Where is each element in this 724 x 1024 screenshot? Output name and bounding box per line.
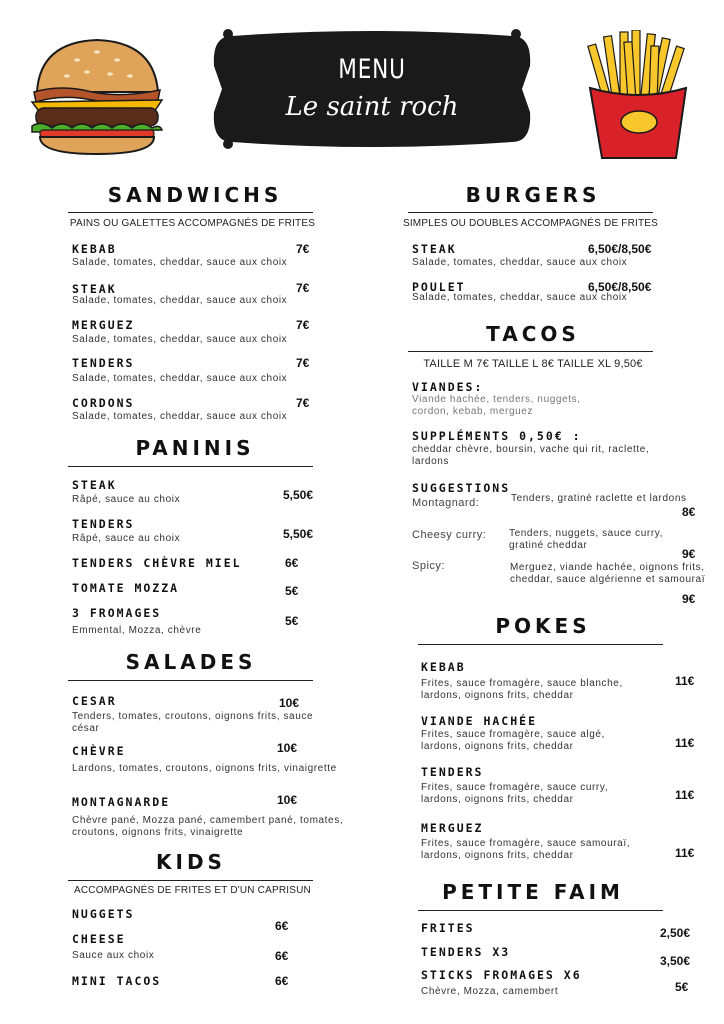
suggestion-desc: Tenders, nuggets, sauce curry, gratiné cheddar [509, 528, 663, 551]
panini-item-price: 5,50€ [283, 488, 314, 502]
sandwich-item-price: 7€ [296, 242, 310, 256]
salade-item-desc: Tenders, tomates, croutons, oignons frits, sauce césar [72, 711, 314, 734]
sandwichs-title: SANDWICHS [107, 183, 283, 207]
restaurant-name: Le saint roch [285, 92, 459, 122]
salade-item-name: CESAR [72, 694, 117, 708]
poke-item-desc: Frites, sauce fromagère, sauce algé, lardons, oignons frits, cheddar [421, 729, 605, 752]
poke-item-name: VIANDE HACHÉE [421, 714, 538, 728]
panini-item-name: TOMATE MOZZA [72, 581, 180, 595]
suggestion-price: 9€ [682, 547, 696, 561]
petite-faim-item-price: 5€ [675, 980, 689, 994]
kids-item-name: MINI TACOS [72, 974, 162, 988]
salade-item-desc: Lardons, tomates, croutons, oignons frits, vinaigrette [72, 763, 337, 774]
panini-item-price: 5€ [285, 614, 299, 628]
panini-item-name: TENDERS CHÈVRE MIEL [72, 556, 242, 570]
salade-item-name: CHÈVRE [72, 744, 126, 758]
petite-faim-item-name: TENDERS X3 [421, 945, 511, 959]
salades-title: SALADES [125, 650, 257, 674]
poke-item-name: TENDERS [421, 765, 484, 779]
kids-item-name: NUGGETS [72, 907, 135, 921]
panini-item-desc: Emmental, Mozza, chèvre [72, 625, 202, 636]
sandwich-item-desc: Salade, tomates, cheddar, sauce aux choix [72, 257, 288, 268]
sandwich-item-price: 7€ [296, 281, 310, 295]
suggestion-desc: Tenders, gratiné raclette et lardons [511, 493, 687, 504]
sandwich-item-desc: Salade, tomates, cheddar, sauce aux choix [72, 334, 288, 345]
petite-faim-title: PETITE FAIM [442, 880, 624, 904]
menu-title-banner [212, 26, 532, 152]
sandwich-item-price: 7€ [296, 356, 310, 370]
salade-item-price: 10€ [277, 741, 298, 755]
sandwich-item-price: 7€ [296, 396, 310, 410]
panini-item-desc: Râpé, sauce au choix [72, 533, 181, 544]
burgers-subtitle: SIMPLES OU DOUBLES ACCOMPAGNÉS DE FRITES [402, 218, 659, 229]
panini-item-name: STEAK [72, 478, 117, 492]
burger-item-name: POULET [412, 280, 466, 294]
panini-item-price: 5€ [285, 584, 299, 598]
sandwich-item-name: CORDONS [72, 396, 135, 410]
kids-item-price: 6€ [275, 949, 289, 963]
section-divider [408, 212, 653, 213]
sandwich-item-name: TENDERS [72, 356, 135, 370]
burger-item-price: 6,50€/8,50€ [588, 242, 652, 256]
poke-item-desc: Frites, sauce fromagère, sauce blanche, lardons, oignons frits, cheddar [421, 678, 623, 701]
pokes-title: POKES [495, 614, 591, 638]
salade-item-desc: Chèvre pané, Mozza pané, camembert pané, tomates, croutons, oignons frits, vinaigrette [72, 815, 344, 838]
kids-item-desc: Sauce aux choix [72, 950, 155, 961]
sandwich-item-name: STEAK [72, 282, 117, 296]
sandwich-item-name: MERGUEZ [72, 318, 135, 332]
section-divider [68, 680, 313, 681]
poke-item-name: MERGUEZ [421, 821, 484, 835]
kids-item-price: 6€ [275, 974, 289, 988]
poke-item-price: 11€ [675, 846, 695, 860]
suggestion-price: 9€ [682, 592, 696, 606]
poke-item-price: 11€ [675, 788, 695, 802]
panini-item-price: 5,50€ [283, 527, 314, 541]
suggestion-label: Spicy: [412, 560, 445, 572]
sandwich-item-price: 7€ [296, 318, 310, 332]
section-divider [408, 351, 653, 352]
panini-item-name: 3 FROMAGES [72, 606, 162, 620]
poke-item-price: 11€ [675, 674, 695, 688]
poke-item-price: 11€ [675, 736, 695, 750]
panini-item-price: 6€ [285, 556, 299, 570]
poke-item-desc: Frites, sauce fromagère, sauce curry, lardons, oignons frits, cheddar [421, 782, 609, 805]
tacos-sizes: TAILLE M 7€ TAILLE L 8€ TAILLE XL 9,50€ [423, 358, 643, 370]
tacos-supplements-desc: cheddar chèvre, boursin, vache qui rit, raclette, lardons [412, 444, 650, 467]
burger-item-name: STEAK [412, 242, 457, 256]
tacos-viandes-desc: Viande hachée, tenders, nuggets, cordon, kebab, merguez [412, 394, 581, 417]
section-divider [68, 212, 313, 213]
burger-item-desc: Salade, tomates, cheddar, sauce aux choix [412, 257, 628, 268]
kids-subtitle: ACCOMPAGNÉS DE FRITES ET D'UN CAPRISUN [74, 885, 311, 896]
petite-faim-item-name: STICKS FROMAGES X6 [421, 968, 582, 982]
menu-label: MENU [338, 54, 406, 85]
burger-item-desc: Salade, tomates, cheddar, sauce aux choix [412, 292, 628, 303]
sandwichs-subtitle: PAINS OU GALETTES ACCOMPAGNÉS DE FRITES [69, 218, 316, 229]
sandwich-item-name: KEBAB [72, 242, 117, 256]
panini-item-name: TENDERS [72, 517, 135, 531]
tacos-viandes-title: VIANDES: [412, 380, 484, 394]
kids-item-name: CHEESE [72, 932, 126, 946]
tacos-supplements-title: SUPPLÉMENTS 0,50€ : [412, 429, 582, 443]
section-divider [418, 644, 663, 645]
tacos-title: TACOS [486, 322, 580, 346]
suggestion-label: Cheesy curry: [412, 529, 487, 541]
section-divider [68, 880, 313, 881]
sandwich-item-desc: Salade, tomates, cheddar, sauce aux choix [72, 295, 288, 306]
petite-faim-item-price: 3,50€ [660, 954, 691, 968]
poke-item-name: KEBAB [421, 660, 466, 674]
burgers-title: BURGERS [465, 183, 601, 207]
salade-item-price: 10€ [277, 793, 298, 807]
petite-faim-item-desc: Chèvre, Mozza, camembert [421, 986, 559, 997]
panini-item-desc: Râpé, sauce au choix [72, 494, 181, 505]
petite-faim-item-price: 2,50€ [660, 926, 691, 940]
sandwich-item-desc: Salade, tomates, cheddar, sauce aux choix [72, 411, 288, 422]
salade-item-name: MONTAGNARDE [72, 795, 171, 809]
paninis-title: PANINIS [135, 436, 255, 460]
burger-illustration [22, 30, 172, 158]
kids-item-price: 6€ [275, 919, 289, 933]
suggestion-label: Montagnard: [412, 497, 480, 509]
tacos-suggestions-title: SUGGESTIONS [412, 481, 511, 495]
section-divider [418, 910, 663, 911]
sandwich-item-desc: Salade, tomates, cheddar, sauce aux choix [72, 373, 288, 384]
section-divider [68, 466, 313, 467]
fries-illustration [584, 30, 694, 162]
burger-item-price: 6,50€/8,50€ [588, 280, 652, 294]
suggestion-price: 8€ [682, 505, 696, 519]
suggestion-desc: Merguez, viande hachée, oignons frits, cheddar, sauce algérienne et samouraï [510, 562, 706, 585]
kids-title: KIDS [156, 850, 226, 874]
petite-faim-item-name: FRITES [421, 921, 475, 935]
salade-item-price: 10€ [279, 696, 300, 710]
poke-item-desc: Frites, sauce fromagère, sauce samouraï, lardons, oignons frits, cheddar [421, 838, 631, 861]
